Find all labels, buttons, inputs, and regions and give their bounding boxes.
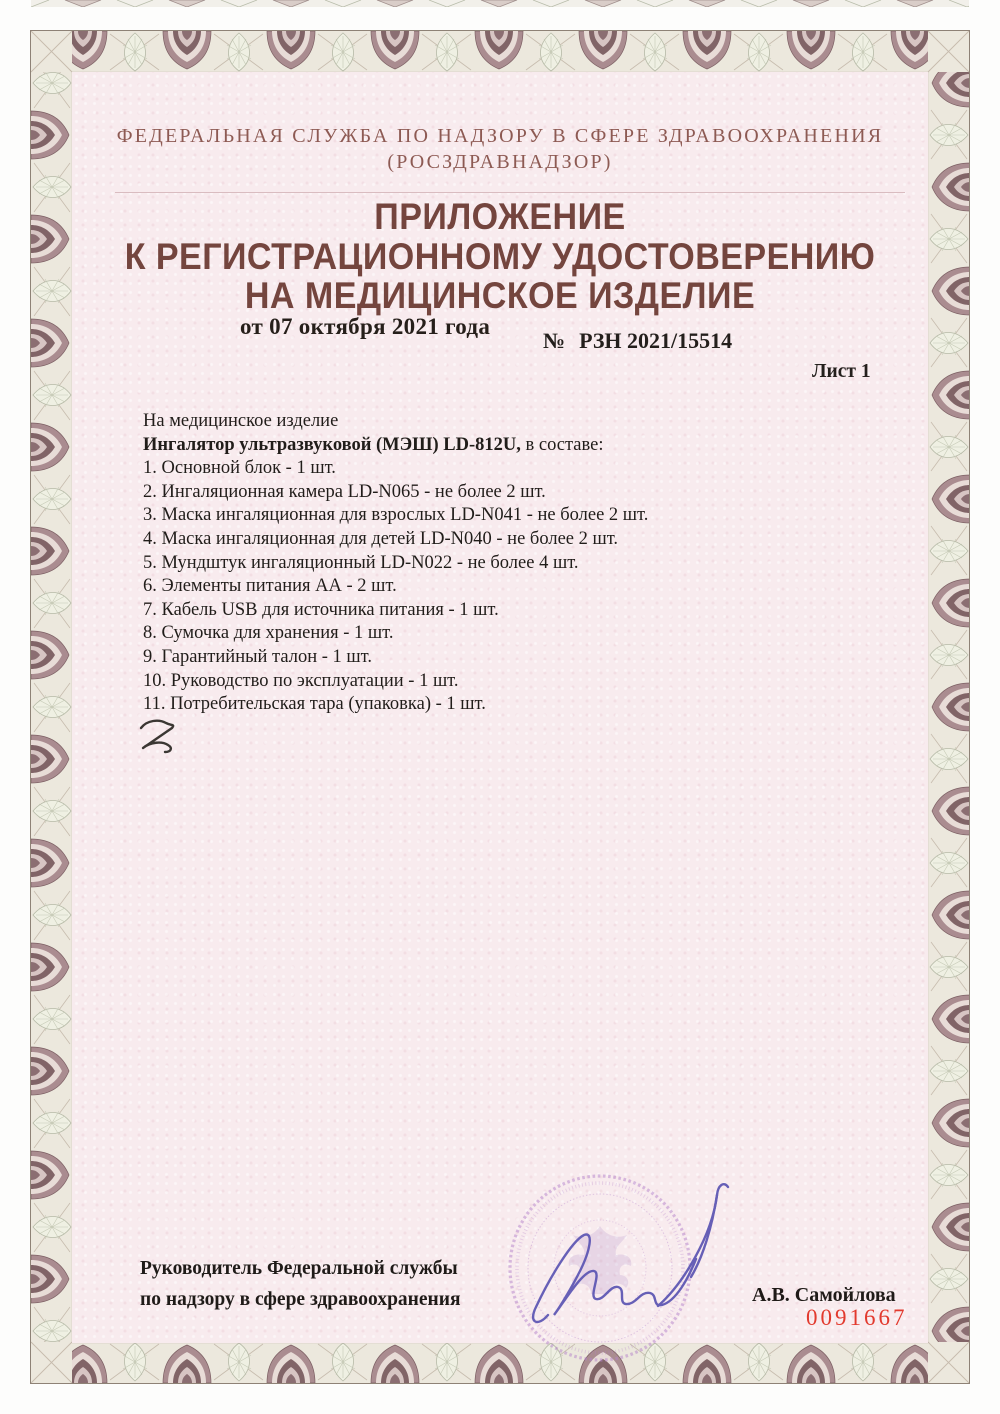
list-item: 4. Маска ингаляционная для детей LD-N040 - не более 2 шт. xyxy=(143,528,619,549)
document-title xyxy=(106,197,894,316)
header-separator-line xyxy=(115,192,905,193)
sheet-number: Лист 1 xyxy=(812,361,871,382)
registration-number xyxy=(543,328,732,354)
list-item: 7. Кабель USB для источника питания - 1 шт. xyxy=(143,599,499,620)
issue-date: от 07 октября 2021 года xyxy=(240,314,491,339)
list-item: 10. Руководство по эксплуатации - 1 шт. xyxy=(143,670,459,691)
subject-intro: На медицинское изделие xyxy=(143,411,339,431)
list-item: 2. Ингаляционная камера LD-N065 - не более 2 шт. xyxy=(143,481,546,502)
top-edge-sliver xyxy=(31,0,969,7)
signer-name: А.В. Самойлова xyxy=(752,1284,896,1306)
serial-number: 0091667 xyxy=(806,1305,908,1330)
list-item: 1. Основной блок - 1 шт. xyxy=(143,458,336,479)
border-pattern-right xyxy=(928,31,969,1383)
agency-header xyxy=(72,123,928,175)
title-line-1: ПРИЛОЖЕНИЕ xyxy=(374,196,626,237)
border-pattern-top xyxy=(31,31,969,72)
signature-icon xyxy=(520,1165,750,1340)
agency-name: ФЕДЕРАЛЬНАЯ СЛУЖБА ПО НАДЗОРУ В СФЕРЕ ЗДРАВООХРАНЕНИЯ xyxy=(116,125,884,147)
signer-title xyxy=(140,1253,461,1315)
device-name: Ингалятор ультразвуковой (МЭШ) LD-812U, xyxy=(143,434,521,455)
signer-title-line-1: Руководитель Федеральной службы xyxy=(140,1258,458,1279)
device-name-suffix: в составе: xyxy=(520,434,604,455)
agency-abbr: (РОСЗДРАВНАДЗОР) xyxy=(387,151,613,173)
list-item: 3. Маска ингаляционная для взрослых LD-N041 - не более 2 шт. xyxy=(143,505,649,526)
list-item: 11. Потребительская тара (упаковка) - 1 шт. xyxy=(143,694,486,715)
title-line-3: НА МЕДИЦИНСКОЕ ИЗДЕЛИЕ xyxy=(244,275,756,316)
list-item: 6. Элементы питания АА - 2 шт. xyxy=(143,576,397,597)
end-of-text-z-mark-icon xyxy=(132,712,192,762)
list-item: 9. Гарантийный талон - 1 шт. xyxy=(143,646,372,667)
number-value: РЗН 2021/15514 xyxy=(579,328,733,353)
border-pattern-left xyxy=(31,31,72,1383)
title-line-2: К РЕГИСТРАЦИОННОМУ УДОСТОВЕРЕНИЮ xyxy=(124,235,876,277)
composition-section xyxy=(143,410,883,717)
number-sign: № xyxy=(543,328,566,353)
list-item: 8. Сумочка для хранения - 1 шт. xyxy=(143,623,394,644)
device-name-line xyxy=(143,434,883,458)
list-item: 5. Мундштук ингаляционный LD-N022 - не более 4 шт. xyxy=(143,552,579,573)
signer-title-line-2: по надзору в сфере здравоохранения xyxy=(140,1289,461,1310)
